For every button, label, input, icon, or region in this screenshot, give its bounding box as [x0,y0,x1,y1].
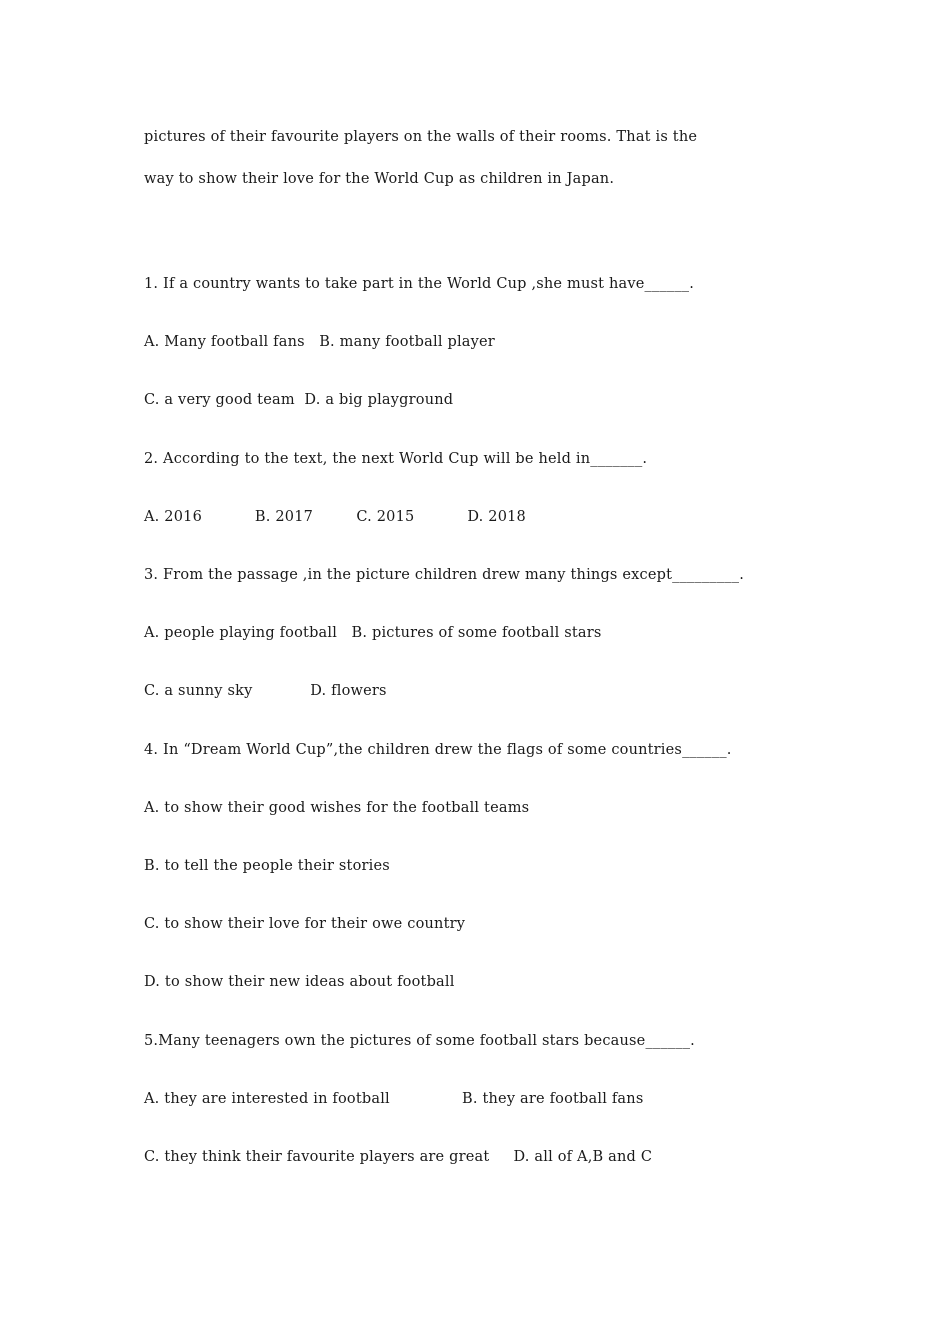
question-5-stem: 5.Many teenagers own the pictures of some football stars because______. [144,1033,695,1049]
question-5-options-ab: A. they are interested in football B. they are football fans [144,1091,644,1107]
question-4-option-c: C. to show their love for their owe country [144,916,466,932]
question-1-options-cd: C. a very good team D. a big playground [144,392,454,408]
passage-line: way to show their love for the World Cup as children in Japan. [144,171,615,187]
question-1-stem: 1. If a country wants to take part in the World Cup ,she must have______. [144,276,695,292]
question-2-options: A. 2016 B. 2017 C. 2015 D. 2018 [144,509,526,525]
passage-line: pictures of their favourite players on the walls of their rooms. That is the [144,129,698,145]
question-3-stem: 3. From the passage ,in the picture children drew many things except_________. [144,567,745,583]
question-4-option-a: A. to show their good wishes for the football teams [144,800,530,816]
question-4-stem: 4. In “Dream World Cup”,the children drew the flags of some countries______. [144,742,732,758]
question-2-stem: 2. According to the text, the next World Cup will be held in_______. [144,451,648,467]
question-5-options-cd: C. they think their favourite players are great D. all of A,B and C [144,1149,653,1165]
question-4-option-b: B. to tell the people their stories [144,858,390,874]
question-3-options-cd: C. a sunny sky D. flowers [144,683,387,699]
question-4-option-d: D. to show their new ideas about football [144,974,455,990]
question-3-options-ab: A. people playing football B. pictures of some football stars [144,625,602,641]
question-1-options-ab: A. Many football fans B. many football player [144,334,495,350]
